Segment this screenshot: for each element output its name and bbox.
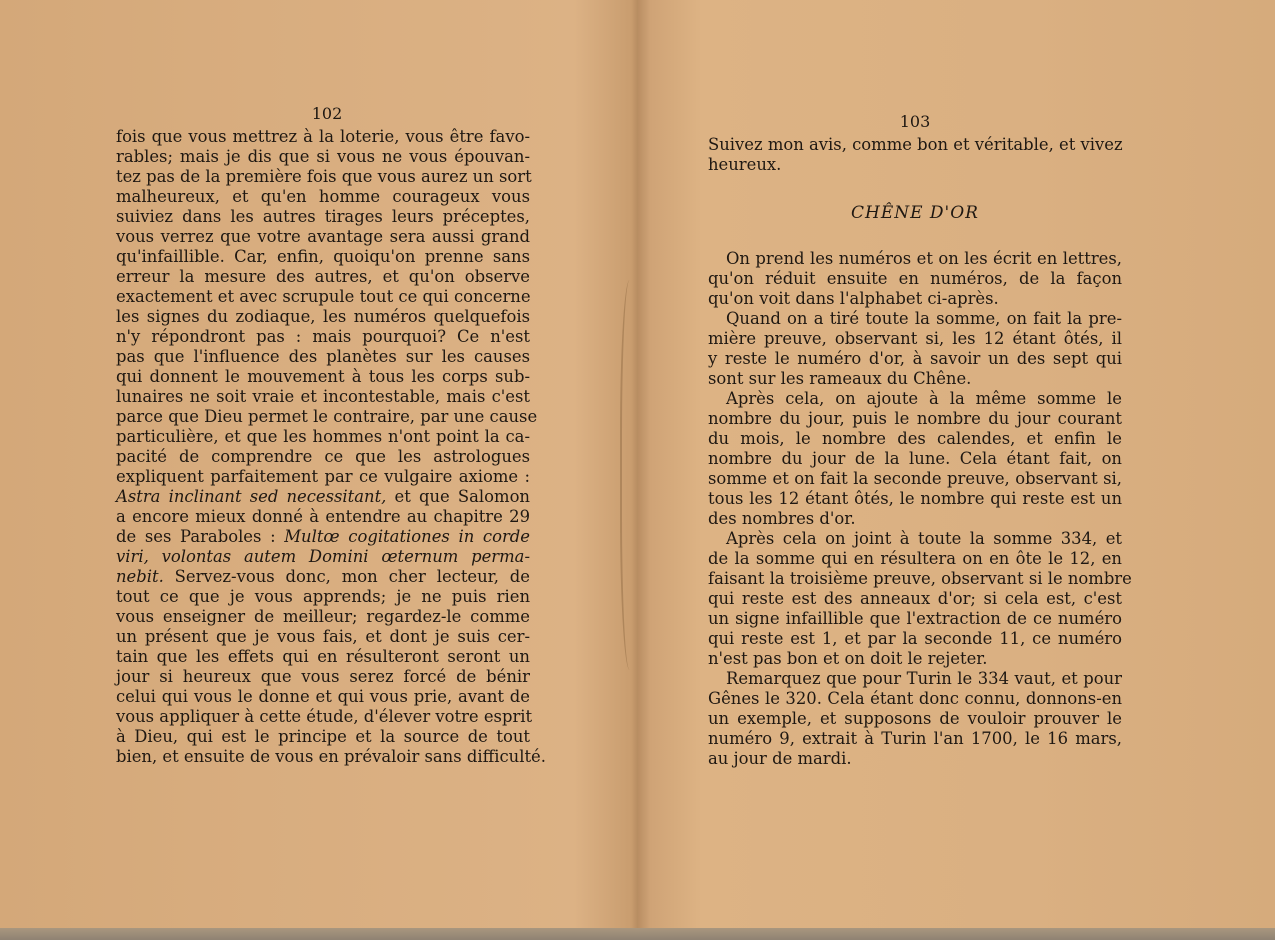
text-line: heureux.: [708, 155, 782, 174]
text-run: et que Salomon: [386, 487, 530, 506]
text-line: expliquent parfaitement par ce vulgaire axiome :: [116, 467, 530, 486]
latin-quote: Multœ cogitationes in corde: [284, 527, 530, 546]
text-line: tez pas de la première fois que vous aurez un sort: [116, 167, 532, 186]
text-line: un signe infaillible que l'extraction de ce numéro: [708, 609, 1122, 628]
text-line: qu'on réduit ensuite en numéros, de la façon: [708, 269, 1122, 288]
text-line: malheureux, et qu'en homme courageux vous: [116, 187, 530, 206]
text-line: somme et on fait la seconde preuve, observant si,: [708, 469, 1122, 488]
text-line: des nombres d'or.: [708, 509, 856, 528]
book-gutter: [620, 280, 644, 670]
latin-quote: Astra inclinant sed necessitant,: [116, 487, 387, 506]
right-page-body: [708, 249, 1132, 769]
text-line: un présent que je vous fais, et dont je suis cer-: [116, 627, 530, 646]
text-line: Après cela, on ajoute à la même somme le: [726, 389, 1122, 408]
text-line: [116, 527, 530, 547]
text-line: particulière, et que les hommes n'ont point la ca-: [116, 427, 530, 446]
text-line: sont sur les rameaux du Chêne.: [708, 369, 972, 388]
text-line: y reste le numéro d'or, à savoir un des sept qui: [708, 349, 1122, 368]
text-line: du mois, le nombre des calendes, et enfin le: [708, 429, 1122, 448]
left-page: [116, 104, 546, 767]
text-line: qui reste est 1, et par la seconde 11, ce numéro: [708, 629, 1122, 648]
text-line: [116, 567, 530, 587]
text-line: qu'infaillible. Car, enfin, quoiqu'on prenne sans: [116, 247, 530, 266]
text-line: erreur la mesure des autres, et qu'on observe: [116, 267, 530, 286]
latin-quote: nebit.: [116, 567, 164, 586]
text-run: Servez-vous donc, mon cher lecteur, de: [163, 567, 530, 586]
text-line: On prend les numéros et on les écrit en lettres,: [726, 249, 1122, 268]
text-line: mière preuve, observant si, les 12 étant ôtés, il: [708, 329, 1122, 348]
text-line: pacité de comprendre ce que les astrologues: [116, 447, 530, 466]
text-line: qu'on voit dans l'alphabet ci-après.: [708, 289, 999, 308]
text-line: faisant la troisième preuve, observant si le nombre: [708, 569, 1132, 588]
text-line: tous les 12 étant ôtés, le nombre qui reste est un: [708, 489, 1122, 508]
text-line: qui reste est des anneaux d'or; si cela est, c'est: [708, 589, 1122, 608]
text-line: jour si heureux que vous serez forcé de bénir: [116, 667, 530, 686]
text-line: nombre du jour de la lune. Cela étant fait, on: [708, 449, 1122, 468]
text-line: tain que les effets qui en résulteront seront un: [116, 647, 530, 666]
right-page-intro: [708, 135, 1122, 175]
text-line: numéro 9, extrait à Turin l'an 1700, le 16 mars,: [708, 729, 1122, 748]
text-line: lunaires ne soit vraie et incontestable, mais c'est: [116, 387, 530, 406]
right-page: [708, 112, 1132, 769]
text-line: Quand on a tiré toute la somme, on fait la pre-: [726, 309, 1122, 328]
text-line: n'y répondront pas : mais pourquoi? Ce n'est: [116, 327, 530, 346]
text-line: de la somme qui en résultera on en ôte le 12, en: [708, 549, 1122, 568]
text-run: de ses Paraboles :: [116, 527, 285, 546]
text-line: tout ce que je vous apprends; je ne puis rien: [116, 587, 530, 606]
text-line: fois que vous mettrez à la loterie, vous être favo-: [116, 127, 530, 146]
text-line: qui donnent le mouvement à tous les corps sub-: [116, 367, 530, 386]
text-line: nombre du jour, puis le nombre du jour courant: [708, 409, 1122, 428]
text-line: les signes du zodiaque, les numéros quelquefois: [116, 307, 530, 326]
text-line: Gênes le 320. Cela étant donc connu, donnons-en: [708, 689, 1122, 708]
text-line: vous enseigner de meilleur; regardez-le comme: [116, 607, 530, 626]
text-line: celui qui vous le donne et qui vous prie, avant de: [116, 687, 530, 706]
text-line: vous verrez que votre avantage sera aussi grand: [116, 227, 530, 246]
text-line: à Dieu, qui est le principe et la source de tout: [116, 727, 530, 746]
section-heading: CHÊNE D'OR: [851, 203, 979, 223]
text-line: n'est pas bon et on doit le rejeter.: [708, 649, 988, 668]
text-line: parce que Dieu permet le contraire, par une cause: [116, 407, 538, 426]
text-line: [116, 547, 530, 567]
text-line: rables; mais je dis que si vous ne vous épouvan-: [116, 147, 530, 166]
text-line: exactement et avec scrupule tout ce qui concerne: [116, 287, 531, 306]
text-line: suiviez dans les autres tirages leurs préceptes,: [116, 207, 530, 226]
text-line: Remarquez que pour Turin le 334 vaut, et pour: [726, 669, 1122, 688]
text-line: [116, 487, 530, 507]
text-line: a encore mieux donné à entendre au chapitre 29: [116, 507, 530, 526]
page-number: 102: [311, 104, 343, 123]
latin-quote: viri, volontas autem Domini œternum perma-: [116, 547, 530, 566]
text-line: un exemple, et supposons de vouloir prouver le: [708, 709, 1122, 728]
text-line: vous appliquer à cette étude, d'élever votre esprit: [116, 707, 533, 726]
text-line: Suivez mon avis, comme bon et véritable, et vivez: [708, 135, 1123, 154]
text-line: pas que l'influence des planètes sur les causes: [116, 347, 530, 366]
text-line: au jour de mardi.: [708, 749, 852, 768]
scan-bottom-edge: [0, 928, 1275, 940]
page-number: 103: [899, 112, 931, 131]
text-line: Après cela on joint à toute la somme 334, et: [726, 529, 1122, 548]
text-line: bien, et ensuite de vous en prévaloir sans difficulté.: [116, 747, 546, 766]
left-page-text: [116, 127, 546, 767]
